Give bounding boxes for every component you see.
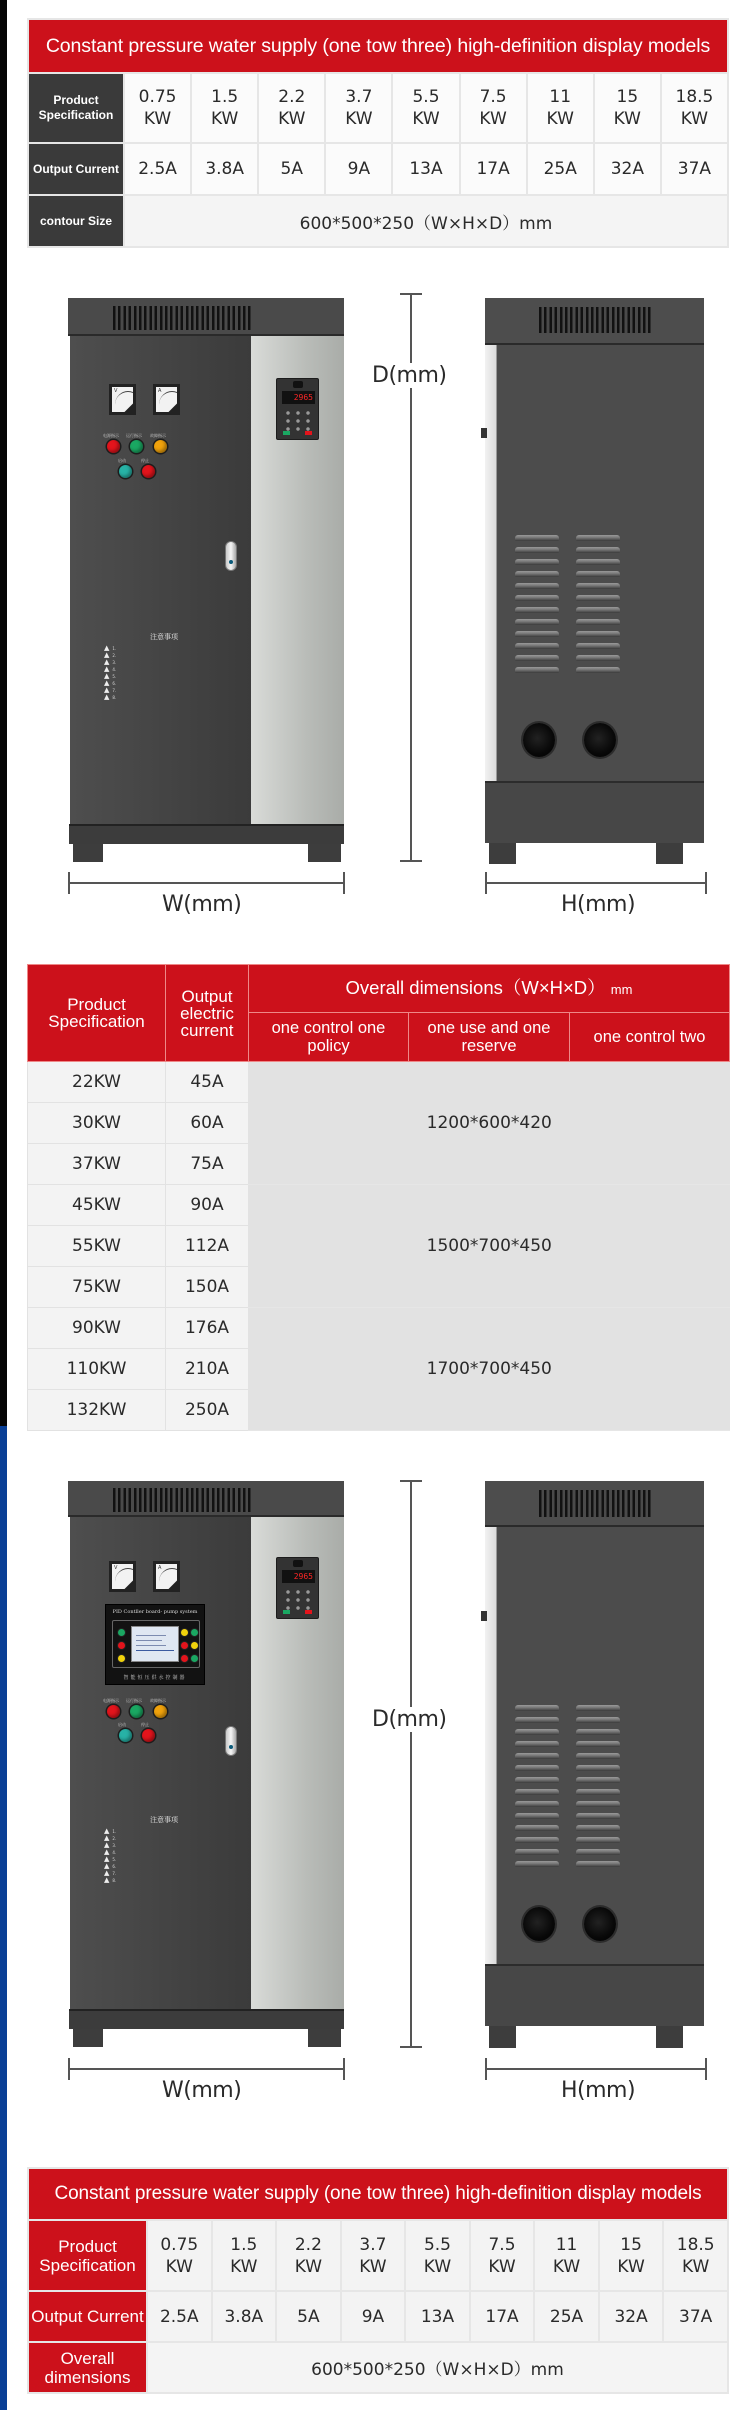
run-indicator-lamp — [130, 1705, 143, 1718]
product-figure-1 — [7, 250, 750, 930]
spec-cell: 0.75 KW — [147, 2220, 212, 2291]
current-cell: 2.5A — [147, 2291, 212, 2342]
spec-cell: 55KW — [28, 1226, 166, 1267]
cabinet-leg — [73, 2029, 103, 2047]
cabinet-front-view — [68, 1481, 344, 2047]
ammeter: A — [153, 384, 180, 415]
run-indicator-lamp — [130, 440, 143, 453]
table-title: Constant pressure water supply (one tow three) high-definition display models — [28, 2168, 728, 2220]
cabinet-top-vent-band — [68, 298, 344, 336]
current-cell: 45A — [166, 1062, 249, 1103]
spec-cell: 7.5 KW — [470, 2220, 535, 2291]
bottom-spec-table — [27, 2167, 729, 2394]
spec-cell: 0.75 KW — [124, 73, 191, 143]
cabinet-base — [69, 824, 344, 844]
vent-grille — [539, 307, 651, 333]
cabinet-leg — [308, 2029, 341, 2047]
current-row — [28, 2291, 728, 2342]
voltmeter: V — [109, 1561, 136, 1592]
dimensions-group-1: 1200*600*420 — [249, 1062, 730, 1185]
door-handle — [225, 541, 237, 571]
current-cell: 5A — [258, 143, 325, 195]
subheader-one-control-two: one control two — [570, 1013, 730, 1062]
cabinet-door — [70, 1517, 251, 2009]
w-dimension-label: W(mm) — [162, 2078, 242, 2103]
w-dimension-cap — [343, 2058, 345, 2080]
side-handle-icon — [481, 428, 487, 438]
current-cell: 2.5A — [124, 143, 191, 195]
current-cell: 5A — [276, 2291, 341, 2342]
w-dimension-line — [68, 882, 344, 884]
d-dimension-line — [410, 1480, 412, 2047]
stop-button — [142, 465, 155, 478]
ammeter: A — [153, 1561, 180, 1592]
spec-cell: 7.5 KW — [460, 73, 527, 143]
spec-cell: 110KW — [28, 1349, 166, 1390]
d-dimension-cap — [400, 860, 422, 862]
w-dimension-line — [68, 2068, 344, 2070]
side-body — [497, 1527, 704, 1964]
size-value: 600*500*250（W×H×D）mm — [147, 2342, 728, 2393]
top-spec-table — [27, 18, 729, 248]
subheader-one-use-one-reserve: one use and one reserve — [409, 1013, 570, 1062]
fault-indicator-lamp — [154, 440, 167, 453]
subheader-one-control-one-policy: one control one policy — [249, 1013, 409, 1062]
current-cell: 176A — [166, 1308, 249, 1349]
power-indicator-lamp — [107, 440, 120, 453]
start-button — [119, 465, 132, 478]
cabinet-front-view — [68, 298, 344, 862]
cabinet-side-view — [485, 298, 704, 864]
cabinet-door — [70, 336, 251, 824]
spec-cell: 15 KW — [594, 73, 661, 143]
current-cell: 9A — [341, 2291, 406, 2342]
start-button — [119, 1729, 132, 1742]
current-cell: 32A — [599, 2291, 664, 2342]
product-figure-2 — [7, 1433, 750, 2133]
spec-cell: 90KW — [28, 1308, 166, 1349]
side-base — [485, 1964, 704, 2026]
warning-notice: 注意事项 ▲ 1. ▲ 2. ▲ 3. ▲ 4. ▲ 5. ▲ 6. ▲ 7. ▲ 8. — [104, 1815, 224, 1884]
lamp-label: 电源指示 — [103, 433, 119, 438]
dimensions-group-3: 1700*700*450 — [249, 1308, 730, 1431]
pid-footer: 智能恒压供水控制器 — [123, 1675, 187, 1681]
current-cell: 17A — [470, 2291, 535, 2342]
current-cell: 17A — [460, 143, 527, 195]
button-label: 启动 — [118, 458, 126, 463]
spec-cell: 18.5 KW — [663, 2220, 728, 2291]
spec-cell: 1.5 KW — [191, 73, 258, 143]
spec-cell: 3.7 KW — [341, 2220, 406, 2291]
side-door-edge — [485, 345, 497, 781]
button-label: 启动 — [118, 1722, 126, 1727]
spec-cell: 2.2 KW — [258, 73, 325, 143]
size-value: 600*500*250（W×H×D）mm — [124, 195, 728, 247]
current-cell: 25A — [527, 143, 594, 195]
voltmeter: V — [109, 384, 136, 415]
dimensions-group-2: 1500*700*450 — [249, 1185, 730, 1308]
spec-cell: 132KW — [28, 1390, 166, 1431]
pid-controller-panel — [105, 1604, 205, 1685]
h-dimension-cap — [705, 872, 707, 894]
current-cell: 25A — [534, 2291, 599, 2342]
door-handle — [225, 1726, 237, 1756]
spec-cell: 15 KW — [599, 2220, 664, 2291]
cable-gland-icon — [584, 723, 616, 757]
vfd-display: 2965 — [282, 391, 315, 404]
current-row — [28, 143, 728, 195]
row-label-spec: Product Specification — [28, 73, 124, 143]
vfd-run-key-icon — [283, 1610, 290, 1614]
row-label-size: Overall dimensions — [28, 2342, 147, 2393]
current-cell: 60A — [166, 1103, 249, 1144]
cable-gland-icon — [523, 723, 555, 757]
side-top-vent-band — [485, 298, 704, 345]
h-dimension-line — [485, 882, 706, 884]
side-handle-icon — [481, 1611, 487, 1621]
header-spec: Product Specification — [28, 965, 166, 1062]
table-row — [28, 1308, 730, 1349]
cabinet-side-view — [485, 1481, 704, 2048]
current-cell: 37A — [661, 143, 728, 195]
size-row — [28, 195, 728, 247]
h-dimension-label: H(mm) — [561, 892, 636, 917]
left-edge-bar-blue — [0, 1426, 7, 2410]
vfd-stop-key-icon — [305, 431, 312, 435]
current-cell: 3.8A — [191, 143, 258, 195]
current-cell: 32A — [594, 143, 661, 195]
cabinet-side-panel — [251, 1517, 344, 2009]
spec-row — [28, 73, 728, 143]
pid-lcd-screen — [131, 1626, 179, 1662]
table-row — [28, 1062, 730, 1103]
spec-row — [28, 2220, 728, 2291]
spec-cell: 11 KW — [527, 73, 594, 143]
spec-cell: 5.5 KW — [392, 73, 459, 143]
vfd-stop-key-icon — [305, 1610, 312, 1614]
row-label-size: contour Size — [28, 195, 124, 247]
spec-cell: 37KW — [28, 1144, 166, 1185]
current-cell: 112A — [166, 1226, 249, 1267]
cabinet-leg — [73, 844, 103, 862]
h-dimension-label: H(mm) — [561, 2078, 636, 2103]
cabinet-leg — [656, 2026, 683, 2048]
table-row — [28, 1185, 730, 1226]
power-indicator-lamp — [107, 1705, 120, 1718]
header-overall: Overall dimensions（W×H×D） mm — [249, 965, 730, 1013]
spec-cell: 30KW — [28, 1103, 166, 1144]
current-cell: 37A — [663, 2291, 728, 2342]
side-body — [497, 345, 704, 781]
header-current: Output electric current — [166, 965, 249, 1062]
vfd-display: 2965 — [282, 1570, 315, 1583]
fault-indicator-lamp — [154, 1705, 167, 1718]
d-dimension-cap — [400, 2046, 422, 2048]
cable-gland-icon — [584, 1907, 616, 1941]
vfd-keypad — [276, 378, 319, 440]
button-label: 停止 — [141, 458, 149, 463]
current-cell: 150A — [166, 1267, 249, 1308]
spec-cell: 22KW — [28, 1062, 166, 1103]
current-cell: 3.8A — [212, 2291, 277, 2342]
current-cell: 13A — [392, 143, 459, 195]
warning-notice: 注意事项 ▲ 1. ▲ 2. ▲ 3. ▲ 4. ▲ 5. ▲ 6. ▲ 7. ▲ 8. — [104, 632, 224, 701]
side-top-vent-band — [485, 1481, 704, 1527]
vent-grille — [113, 1488, 253, 1512]
cabinet-top-vent-band — [68, 1481, 344, 1517]
vent-grille — [113, 306, 253, 330]
pid-title: PID Contller board- pump system — [112, 1609, 198, 1615]
spec-cell: 75KW — [28, 1267, 166, 1308]
lamp-label: 电源指示 — [103, 1698, 119, 1703]
current-cell: 250A — [166, 1390, 249, 1431]
cabinet-side-panel — [251, 336, 344, 824]
side-door-edge — [485, 1527, 497, 1964]
spec-cell: 11 KW — [534, 2220, 599, 2291]
row-label-current: Output Current — [28, 2291, 147, 2342]
row-label-current: Output Current — [28, 143, 124, 195]
button-label: 停止 — [141, 1722, 149, 1727]
h-dimension-line — [485, 2068, 706, 2070]
cabinet-leg — [308, 844, 341, 862]
current-cell: 75A — [166, 1144, 249, 1185]
dimension-table — [27, 964, 730, 1431]
left-edge-bar-black — [0, 0, 7, 1426]
cabinet-leg — [489, 2026, 516, 2048]
current-cell: 9A — [325, 143, 392, 195]
spec-cell: 5.5 KW — [405, 2220, 470, 2291]
row-label-spec: Product Specification — [28, 2220, 147, 2291]
lamp-label: 运行指示 — [126, 433, 142, 438]
side-base — [485, 781, 704, 843]
cabinet-base — [69, 2009, 344, 2029]
spec-cell: 3.7 KW — [325, 73, 392, 143]
lamp-label: 故障指示 — [150, 433, 166, 438]
lamp-label: 运行指示 — [126, 1698, 142, 1703]
current-cell: 210A — [166, 1349, 249, 1390]
w-dimension-label: W(mm) — [162, 892, 242, 917]
d-dimension-label: D(mm) — [372, 1707, 447, 1732]
spec-cell: 18.5 KW — [661, 73, 728, 143]
spec-cell: 2.2 KW — [276, 2220, 341, 2291]
stop-button — [142, 1729, 155, 1742]
d-dimension-label: D(mm) — [372, 363, 447, 388]
spec-cell: 1.5 KW — [212, 2220, 277, 2291]
w-dimension-cap — [343, 872, 345, 894]
lamp-label: 故障指示 — [150, 1698, 166, 1703]
vent-grille — [539, 1490, 651, 1517]
vfd-run-key-icon — [283, 431, 290, 435]
vfd-keypad — [276, 1557, 319, 1619]
h-dimension-cap — [705, 2058, 707, 2080]
current-cell: 90A — [166, 1185, 249, 1226]
size-row — [28, 2342, 728, 2393]
cabinet-leg — [489, 843, 516, 864]
table-title: Constant pressure water supply (one tow three) high-definition display models — [28, 19, 728, 73]
cabinet-leg — [656, 843, 683, 864]
current-cell: 13A — [405, 2291, 470, 2342]
cable-gland-icon — [523, 1907, 555, 1941]
spec-cell: 45KW — [28, 1185, 166, 1226]
